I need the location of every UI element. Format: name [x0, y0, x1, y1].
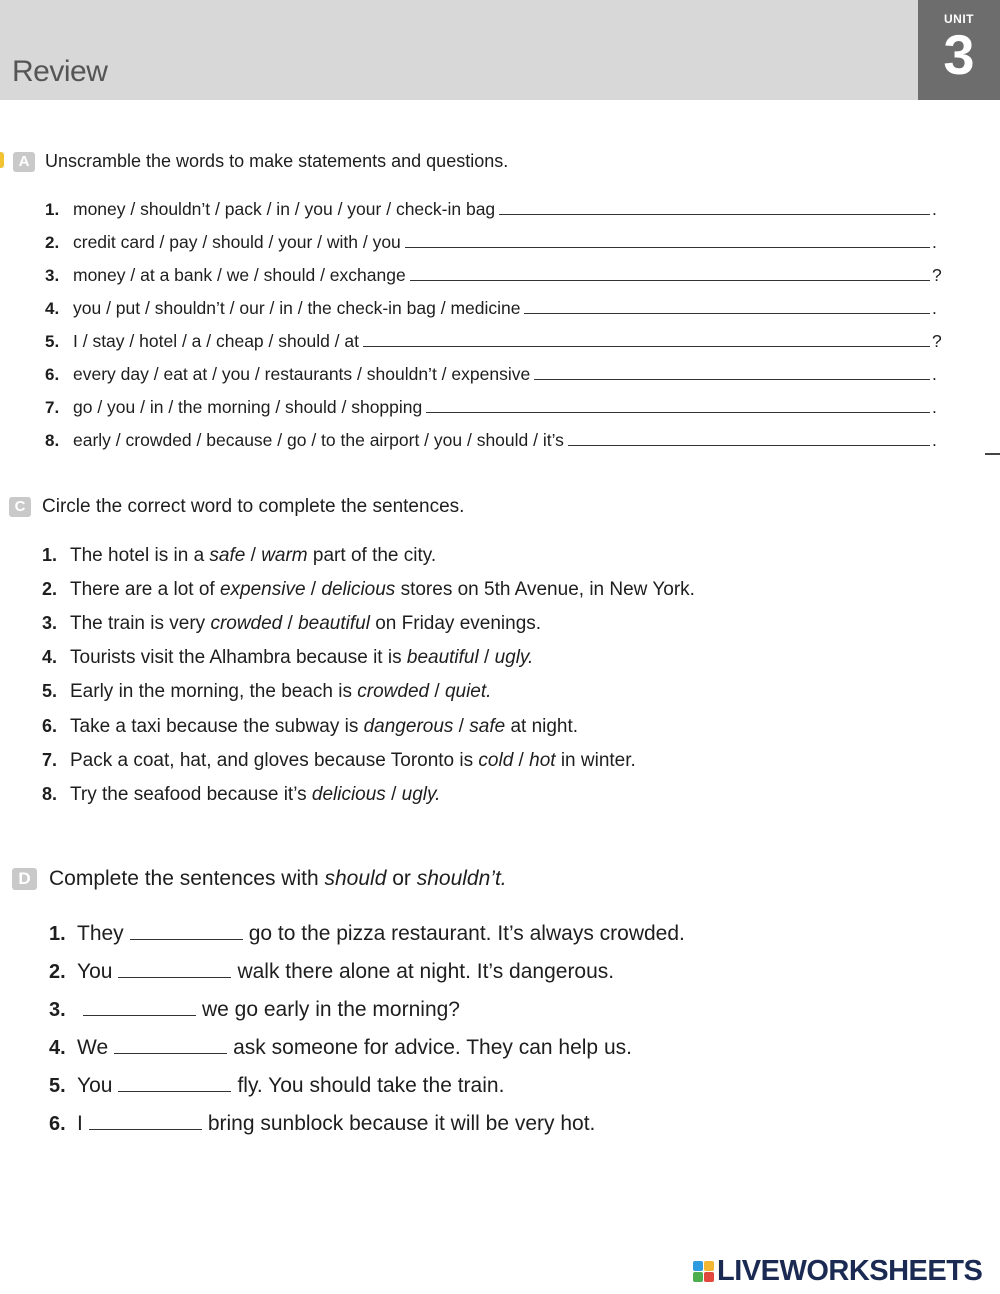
circle-item — [42, 681, 491, 703]
section-a-badge: A — [13, 152, 35, 172]
sentence-start: Tourists visit the Alhambra because it is — [70, 647, 407, 668]
page-title: Review — [12, 55, 108, 88]
logo-square — [693, 1261, 703, 1271]
item-number: 1. — [45, 200, 60, 219]
item-number: 5. — [45, 332, 60, 351]
item-words: I / stay / hotel / a / cheap / should / at — [73, 331, 359, 351]
answer-blank[interactable] — [83, 1014, 196, 1016]
sentence-start: I — [77, 1112, 83, 1135]
decorative-edge-mark — [985, 453, 1000, 455]
item-number: 1. — [42, 545, 58, 565]
unit-badge — [918, 0, 1000, 100]
sentence-start: We — [77, 1036, 109, 1059]
logo-square — [693, 1272, 703, 1282]
item-words: money / at a bank / we / should / exchange — [73, 265, 406, 285]
item-end-punct: . — [932, 364, 937, 384]
decorative-marker — [0, 152, 4, 168]
item-number: 4. — [42, 647, 58, 667]
section-c-badge: C — [9, 497, 31, 517]
word-option-2[interactable]: safe — [469, 716, 506, 737]
instruction-emphasis: shouldn’t. — [416, 867, 507, 890]
sentence-end: at night. — [505, 716, 579, 737]
unit-number: 3 — [943, 23, 975, 86]
sentence-start: They — [77, 922, 124, 945]
sentence-start: You — [77, 1074, 113, 1097]
sentence-end: ask someone for advice. They can help us. — [233, 1036, 632, 1059]
answer-line[interactable] — [363, 345, 930, 347]
item-number: 4. — [45, 299, 60, 318]
unscramble-item — [45, 232, 940, 253]
should-item — [49, 922, 685, 946]
item-words: money / shouldn’t / pack / in / you / your / check-in bag — [73, 199, 496, 219]
word-option-2[interactable]: warm — [261, 545, 308, 566]
sentence-start: Pack a coat, hat, and gloves because Toronto is — [70, 750, 479, 771]
option-separator: / — [513, 750, 530, 771]
unit-label: UNIT — [944, 12, 974, 26]
item-number: 3. — [49, 999, 66, 1021]
item-number: 2. — [49, 961, 66, 983]
section-d-instruction — [49, 867, 507, 891]
word-option-1[interactable]: dangerous — [363, 716, 454, 737]
sentence-start: Try the seafood because it’s — [70, 784, 312, 805]
word-option-2[interactable]: beautiful — [298, 613, 370, 634]
section-d-badge: D — [12, 868, 37, 890]
sentence-end: fly. You should take the train. — [237, 1074, 505, 1097]
circle-item — [42, 784, 440, 806]
word-option-1[interactable]: beautiful — [406, 647, 479, 668]
word-option-1[interactable]: safe — [209, 545, 246, 566]
word-option-2[interactable]: hot — [529, 750, 556, 771]
logo-square — [704, 1261, 714, 1271]
option-separator: / — [453, 716, 470, 737]
option-separator: / — [305, 579, 322, 600]
section-c-instruction: Circle the correct word to complete the sentences. — [42, 496, 465, 517]
item-words: early / crowded / because / go / to the airport / you / should / it’s — [73, 430, 564, 450]
item-number: 4. — [49, 1037, 66, 1059]
answer-line[interactable] — [410, 279, 930, 281]
item-number: 8. — [42, 784, 58, 804]
circle-item — [42, 750, 636, 772]
unscramble-item — [45, 265, 940, 286]
item-number: 5. — [42, 681, 58, 701]
sentence-end: go to the pizza restaurant. It’s always crowded. — [248, 922, 685, 945]
sentence-end: walk there alone at night. It’s dangerous. — [237, 960, 615, 983]
sentence-start: Early in the morning, the beach is — [70, 681, 358, 702]
option-separator: / — [478, 647, 495, 668]
unscramble-item — [45, 397, 940, 418]
sentence-end: we go early in the morning? — [202, 998, 460, 1021]
sentence-start: You — [77, 960, 113, 983]
answer-blank[interactable] — [118, 1090, 231, 1092]
answer-line[interactable] — [534, 378, 930, 380]
item-end-punct: . — [932, 232, 937, 252]
item-number: 2. — [45, 233, 60, 252]
answer-blank[interactable] — [130, 938, 243, 940]
sentence-end: bring sunblock because it will be very hot. — [207, 1112, 596, 1135]
sentence-end: part of the city. — [307, 545, 437, 566]
item-end-punct: . — [932, 298, 937, 318]
should-item — [49, 998, 460, 1022]
answer-blank[interactable] — [114, 1052, 227, 1054]
liveworksheets-logo[interactable] — [693, 1255, 982, 1288]
word-option-1[interactable]: crowded — [357, 681, 430, 702]
instruction-text: Complete the sentences with — [49, 867, 325, 890]
item-number: 8. — [45, 431, 60, 450]
option-separator: / — [385, 784, 402, 805]
sentence-start: There are a lot of — [70, 579, 220, 600]
section-a-instruction: Unscramble the words to make statements and questions. — [45, 151, 509, 171]
item-number: 7. — [42, 750, 58, 770]
answer-line[interactable] — [426, 411, 930, 413]
word-option-1[interactable]: delicious — [311, 784, 386, 805]
item-words: credit card / pay / should / your / with / you — [73, 232, 401, 252]
unscramble-item — [45, 298, 940, 319]
sentence-start: The train is very — [70, 613, 211, 634]
logo-mark-icon — [693, 1261, 714, 1282]
unscramble-item — [45, 430, 940, 451]
answer-line[interactable] — [405, 246, 930, 248]
item-end-punct: ? — [932, 265, 942, 285]
answer-line[interactable] — [568, 444, 930, 446]
item-number: 7. — [45, 398, 60, 417]
circle-item — [42, 545, 436, 567]
sentence-end: on Friday evenings. — [369, 613, 542, 634]
item-words: every day / eat at / you / restaurants / shouldn’t / expensive — [73, 364, 531, 384]
should-item — [49, 1074, 504, 1098]
should-item — [49, 1036, 632, 1060]
item-words: go / you / in / the morning / should / shopping — [73, 397, 423, 417]
sentence-start: The hotel is in a — [70, 545, 210, 566]
item-end-punct: . — [932, 397, 937, 417]
should-item — [49, 960, 614, 984]
unscramble-item — [45, 331, 940, 352]
circle-item — [42, 716, 578, 738]
item-number: 2. — [42, 579, 58, 599]
option-separator: / — [282, 613, 299, 634]
answer-blank[interactable] — [89, 1128, 202, 1130]
item-end-punct: ? — [932, 331, 942, 351]
sentence-end: stores on 5th Avenue, in New York. — [395, 579, 695, 600]
sentence-start: Take a taxi because the subway is — [70, 716, 364, 737]
item-end-punct: . — [932, 199, 937, 219]
word-option-1[interactable]: cold — [478, 750, 514, 771]
logo-square — [704, 1272, 714, 1282]
sentence-end: in winter. — [555, 750, 636, 771]
word-option-2[interactable]: delicious — [321, 579, 396, 600]
item-number: 6. — [49, 1113, 66, 1135]
circle-item — [42, 579, 695, 601]
logo-text: LIVEWORKSHEETS — [717, 1255, 983, 1287]
answer-blank[interactable] — [118, 976, 231, 978]
item-number: 3. — [42, 613, 58, 633]
item-number: 6. — [45, 365, 60, 384]
item-number: 5. — [49, 1075, 66, 1097]
word-option-1[interactable]: crowded — [210, 613, 283, 634]
item-words: you / put / shouldn’t / our / in / the check-in bag / medicine — [73, 298, 521, 318]
word-option-2[interactable]: ugly. — [401, 784, 441, 805]
word-option-2[interactable]: ugly. — [494, 647, 534, 668]
unscramble-item — [45, 364, 940, 385]
item-number: 3. — [45, 266, 60, 285]
instruction-text: or — [386, 867, 417, 890]
item-number: 6. — [42, 716, 58, 736]
answer-line[interactable] — [524, 312, 930, 314]
instruction-emphasis: should — [324, 867, 387, 890]
unscramble-item — [45, 199, 940, 220]
page-header — [0, 0, 918, 100]
word-option-2[interactable]: quiet. — [444, 681, 492, 702]
answer-line[interactable] — [499, 213, 930, 215]
should-item — [49, 1112, 595, 1136]
option-separator: / — [245, 545, 262, 566]
word-option-1[interactable]: expensive — [219, 579, 306, 600]
circle-item — [42, 647, 533, 669]
item-end-punct: . — [932, 430, 937, 450]
circle-item — [42, 613, 541, 635]
option-separator: / — [429, 681, 445, 702]
item-number: 1. — [49, 923, 66, 945]
